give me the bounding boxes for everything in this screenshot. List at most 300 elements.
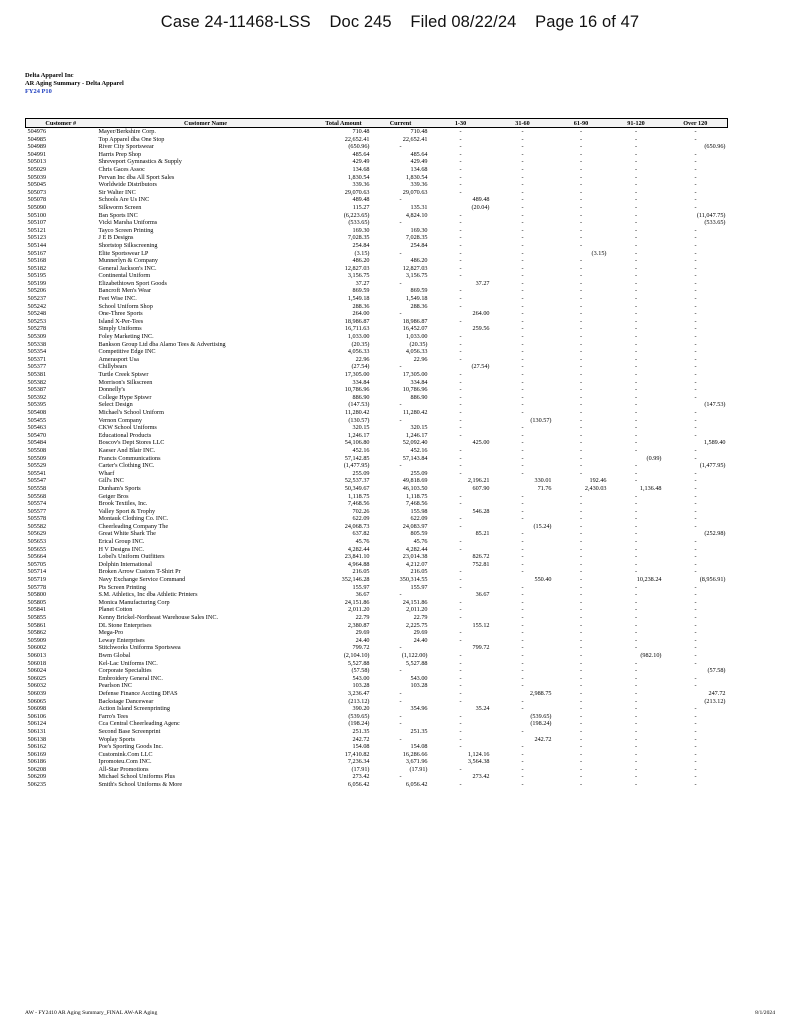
cell-aging-91-120: - <box>634 165 638 173</box>
cell-current: 4,282.44 <box>405 545 428 553</box>
cell-aging-91-120: - <box>634 173 638 181</box>
cell-aging-91-120: - <box>634 408 638 416</box>
table-row <box>26 576 728 584</box>
cell-aging-91-120: - <box>634 545 638 553</box>
table-row <box>26 599 728 607</box>
cell-aging-91-120: - <box>634 340 638 348</box>
cell-aging-31-60: - <box>521 143 524 151</box>
cell-aging-over-120: - <box>694 568 697 576</box>
cell-aging-91-120: - <box>634 515 638 523</box>
cell-aging-61-90: - <box>579 621 583 629</box>
cell-customer-number: 505841 <box>27 606 47 614</box>
cell-aging-61-90: - <box>579 469 583 477</box>
cell-customer-name: General Jackson's INC. <box>98 264 157 272</box>
cell-customer-number: 505199 <box>27 279 47 287</box>
cell-current: 3,156.75 <box>405 272 428 280</box>
cell-aging-1-30: - <box>459 234 462 242</box>
col-header-over-120: Over 120 <box>664 119 728 128</box>
cell-aging-31-60: - <box>521 545 524 553</box>
cell-aging-over-120: - <box>694 355 697 363</box>
cell-total-amount: 264.00 <box>352 310 370 318</box>
cell-total-amount: 489.48 <box>352 196 370 204</box>
cell-aging-1-30: 1,124.16 <box>467 750 490 758</box>
cell-aging-61-90: - <box>579 393 583 401</box>
table-row <box>26 439 728 447</box>
cell-current: 1,549.18 <box>405 295 428 303</box>
cell-aging-91-120: - <box>634 553 638 561</box>
cell-aging-31-60: - <box>521 659 524 667</box>
table-row <box>26 622 728 630</box>
cell-customer-name: Dolphin International <box>98 560 152 568</box>
cell-current: 103.28 <box>410 682 428 690</box>
cell-total-amount: 2,011.20 <box>348 606 370 614</box>
cell-customer-number: 505206 <box>27 287 47 295</box>
cell-aging-61-90: - <box>579 333 583 341</box>
cell-current: 334.84 <box>410 378 428 386</box>
cell-aging-over-120: (11,047.75) <box>696 211 726 219</box>
table-row <box>26 652 728 660</box>
table-row <box>26 196 728 204</box>
cell-aging-1-30: 35.24 <box>475 705 490 713</box>
cell-customer-name: Smith's School Uniforms & More <box>98 781 183 789</box>
table-row <box>26 325 728 333</box>
cell-aging-91-120: - <box>634 507 638 515</box>
cell-aging-91-120: - <box>634 371 638 378</box>
cell-aging-over-120: - <box>694 477 697 485</box>
cell-current: 23,014.38 <box>402 553 428 561</box>
cell-current: - <box>399 279 402 287</box>
cell-aging-1-30: 85.21 <box>475 530 490 538</box>
cell-aging-91-120: - <box>634 310 638 318</box>
cell-aging-61-90: - <box>579 128 583 135</box>
cell-aging-61-90: - <box>579 667 583 675</box>
cell-aging-61-90: - <box>579 712 583 720</box>
cell-customer-number: 505242 <box>27 302 47 310</box>
cell-customer-number: 506124 <box>27 720 47 728</box>
cell-current: 7,468.56 <box>405 500 428 508</box>
cell-aging-91-120: - <box>634 530 638 538</box>
cell-aging-over-120: - <box>694 363 697 371</box>
cell-customer-number: 504989 <box>27 143 47 151</box>
cell-current: 869.59 <box>410 287 428 295</box>
cell-total-amount: 22,652.41 <box>344 135 370 143</box>
cell-customer-name: Pervan Inc dba All Sport Sales <box>98 173 175 181</box>
cell-aging-over-120: - <box>694 484 697 492</box>
cell-current: 216.05 <box>410 568 428 576</box>
table-row <box>26 553 728 561</box>
cell-aging-31-60: - <box>521 636 524 644</box>
cell-aging-1-30: 546.28 <box>472 507 490 515</box>
cell-customer-number: 505167 <box>27 249 47 257</box>
table-row <box>26 401 728 409</box>
cell-current: 4,212.07 <box>405 560 428 568</box>
cell-customer-name: Backstage Dancewear <box>98 697 154 705</box>
cell-aging-over-120: - <box>694 196 697 204</box>
cell-current: 24,151.86 <box>402 598 428 606</box>
cell-aging-91-120: - <box>634 629 638 637</box>
table-row <box>26 417 728 425</box>
cell-current: 29,070.63 <box>402 188 428 196</box>
cell-aging-61-90: - <box>579 705 583 713</box>
cell-aging-over-120: - <box>694 750 697 758</box>
cell-aging-91-120: - <box>634 264 638 272</box>
cell-aging-61-90: - <box>579 439 583 447</box>
cell-total-amount: 29.69 <box>355 629 370 637</box>
cell-customer-name: Cheerleading Company The <box>98 522 169 530</box>
cell-aging-61-90: - <box>579 614 583 621</box>
cell-aging-31-60: - <box>521 568 524 576</box>
cell-customer-number: 505013 <box>27 158 47 166</box>
table-row <box>26 698 728 706</box>
cell-total-amount: 216.05 <box>352 568 370 576</box>
table-row <box>26 174 728 182</box>
cell-aging-1-30: 259.56 <box>472 325 490 333</box>
cell-current: (20.35) <box>409 340 428 348</box>
cell-customer-name: Mega-Pro <box>98 629 124 637</box>
cell-customer-name: Pearlson INC <box>98 682 133 690</box>
cell-aging-61-90: - <box>579 765 583 773</box>
cell-current: - <box>399 249 402 257</box>
cell-current: 1,246.17 <box>405 431 428 439</box>
cell-aging-over-120: - <box>694 659 697 667</box>
cell-aging-91-120: - <box>634 219 638 227</box>
cell-total-amount: (20.35) <box>351 340 370 348</box>
cell-aging-61-90: - <box>579 257 583 265</box>
cell-customer-number: 505078 <box>27 196 47 204</box>
cell-aging-31-60: - <box>521 507 524 515</box>
cell-aging-91-120: - <box>634 401 638 409</box>
cell-aging-1-30: - <box>459 446 462 454</box>
cell-current: 45.76 <box>413 538 428 546</box>
cell-aging-over-120: - <box>694 295 697 303</box>
table-row <box>26 287 728 295</box>
cell-aging-over-120: - <box>694 158 697 166</box>
cell-aging-61-90: - <box>579 583 583 591</box>
cell-aging-over-120: - <box>694 234 697 242</box>
cell-aging-31-60: - <box>521 439 524 447</box>
cell-customer-number: 506098 <box>27 705 47 713</box>
cell-aging-91-120: - <box>634 386 638 394</box>
cell-aging-61-90: - <box>579 773 583 781</box>
cell-customer-number: 506138 <box>27 735 47 743</box>
cell-aging-61-90: - <box>579 682 583 690</box>
cell-aging-over-120: - <box>694 606 697 614</box>
cell-customer-number: 505547 <box>27 477 47 485</box>
cell-aging-31-60: - <box>521 203 524 211</box>
cell-aging-over-120: - <box>694 279 697 287</box>
cell-customer-name: Educational Products <box>98 431 152 439</box>
cell-total-amount: 169.30 <box>352 226 370 234</box>
cell-aging-over-120: - <box>694 621 697 629</box>
cell-aging-91-120: - <box>634 773 638 781</box>
cell-current: 288.36 <box>410 302 428 310</box>
cell-aging-1-30: - <box>459 598 462 606</box>
cell-customer-name: Foley Marketing INC. <box>98 333 154 341</box>
cell-aging-over-120: - <box>694 386 697 394</box>
cell-aging-31-60: - <box>521 781 524 789</box>
cell-aging-91-120: - <box>634 591 638 599</box>
cell-customer-name: Silkworm Screen <box>98 203 142 211</box>
table-row <box>26 143 728 151</box>
cell-current: 452.16 <box>410 446 428 454</box>
table-header-row <box>26 119 728 128</box>
table-row <box>26 265 728 273</box>
cell-current: - <box>399 219 402 227</box>
cell-customer-name: Michael School Uniforms Plus <box>98 773 175 781</box>
cell-current: 49,818.69 <box>402 477 428 485</box>
cell-total-amount: 17,305.00 <box>344 371 370 378</box>
cell-customer-name: River City Sportswear <box>98 143 154 151</box>
cell-aging-1-30: - <box>459 674 462 682</box>
table-row <box>26 637 728 645</box>
table-row <box>26 500 728 508</box>
table-row <box>26 257 728 265</box>
table-row <box>26 462 728 470</box>
table-row <box>26 371 728 379</box>
cell-aging-61-90: - <box>579 507 583 515</box>
cell-aging-1-30: - <box>459 219 462 227</box>
cell-customer-number: 505578 <box>27 515 47 523</box>
cell-aging-61-90: - <box>579 211 583 219</box>
cell-aging-1-30: - <box>459 727 462 735</box>
cell-aging-1-30: 36.67 <box>475 591 490 599</box>
cell-current: 24.40 <box>413 636 428 644</box>
cell-aging-1-30: - <box>459 257 462 265</box>
cell-current: 46,103.50 <box>402 484 428 492</box>
cell-customer-number: 505354 <box>27 348 47 356</box>
cell-aging-91-120: - <box>634 424 638 432</box>
cell-customer-name: Munnerlyn & Company <box>98 257 158 265</box>
cell-aging-61-90: - <box>579 743 583 751</box>
table-row <box>26 310 728 318</box>
cell-aging-61-90: - <box>579 408 583 416</box>
cell-customer-number: 505144 <box>27 241 47 249</box>
cell-total-amount: 22.79 <box>355 614 370 621</box>
cell-aging-1-30: - <box>459 158 462 166</box>
cell-aging-31-60: - <box>521 393 524 401</box>
cell-aging-91-120: - <box>634 522 638 530</box>
cell-aging-31-60: - <box>521 644 524 652</box>
cell-customer-name: Navy Exchange Service Command <box>98 576 186 584</box>
cell-aging-1-30: - <box>459 378 462 386</box>
cell-aging-over-120: - <box>694 636 697 644</box>
cell-aging-over-120: - <box>694 454 697 462</box>
table-row <box>26 743 728 751</box>
cell-current: 1,118.75 <box>406 492 428 500</box>
cell-total-amount: 429.49 <box>352 158 370 166</box>
cell-customer-name: Mayer/Berkshire Corp. <box>98 128 156 135</box>
cell-aging-1-30: - <box>459 295 462 303</box>
table-row <box>26 219 728 227</box>
cell-current: 29.69 <box>413 629 428 637</box>
cell-aging-over-120: 1,589.40 <box>703 439 726 447</box>
cell-aging-91-120: - <box>634 758 638 766</box>
cell-customer-number: 505278 <box>27 325 47 333</box>
cell-total-amount: 4,056.33 <box>347 348 370 356</box>
cell-customer-name: Cca Central Cheerleading Agenc <box>98 720 180 728</box>
cell-aging-over-120: - <box>694 150 697 158</box>
table-row <box>26 424 728 432</box>
cell-aging-61-90: - <box>579 727 583 735</box>
cell-current: 16,452.07 <box>402 325 428 333</box>
cell-aging-1-30: 264.00 <box>472 310 490 318</box>
cell-customer-name: Schools Are Us INC <box>98 196 150 204</box>
cell-aging-91-120: - <box>634 500 638 508</box>
cell-aging-61-90: - <box>579 287 583 295</box>
cell-current: 17,305.00 <box>402 371 428 378</box>
cell-aging-91-120: - <box>634 226 638 234</box>
cell-aging-over-120: - <box>694 674 697 682</box>
cell-aging-over-120: - <box>694 173 697 181</box>
cell-aging-31-60: (15.24) <box>533 522 552 530</box>
cell-aging-61-90: - <box>579 644 583 652</box>
cell-aging-31-60: - <box>521 401 524 409</box>
cell-aging-over-120: - <box>694 272 697 280</box>
cell-total-amount: (213.12) <box>348 697 370 705</box>
cell-current: 251.35 <box>410 727 428 735</box>
cell-aging-31-60: - <box>521 773 524 781</box>
cell-customer-name: Shortstop Silkscreening <box>98 241 158 249</box>
col-header-61-90: 61-90 <box>554 119 609 128</box>
cell-current: 134.68 <box>410 165 428 173</box>
cell-total-amount: 352,146.28 <box>341 576 370 584</box>
table-row <box>26 561 728 569</box>
cell-aging-over-120: (213.12) <box>704 697 726 705</box>
cell-aging-91-120: - <box>634 431 638 439</box>
table-row <box>26 781 728 789</box>
cell-total-amount: (198.24) <box>348 720 370 728</box>
cell-aging-1-30: - <box>459 500 462 508</box>
cell-customer-name: Farro's Tees <box>98 712 129 720</box>
cell-current: 2,225.75 <box>405 621 428 629</box>
cell-aging-1-30: 489.48 <box>472 196 490 204</box>
cell-aging-31-60: - <box>521 560 524 568</box>
cell-current: 12,827.03 <box>402 264 428 272</box>
cell-current: - <box>399 720 402 728</box>
cell-aging-61-90: - <box>579 234 583 242</box>
cell-total-amount: 154.08 <box>352 743 370 751</box>
cell-aging-91-120: - <box>634 272 638 280</box>
cell-customer-number: 505195 <box>27 272 47 280</box>
cell-customer-name: Elite Sportswear LP <box>98 249 149 257</box>
cell-aging-31-60: - <box>521 219 524 227</box>
cell-current: 154.08 <box>410 743 428 751</box>
cell-aging-31-60: - <box>521 469 524 477</box>
cell-aging-1-30: 425.00 <box>472 439 490 447</box>
cell-aging-31-60: - <box>521 598 524 606</box>
cell-aging-31-60: (539.65) <box>530 712 552 720</box>
cell-aging-91-120: - <box>634 705 638 713</box>
cell-customer-name: Bsn Sports INC <box>98 211 138 219</box>
cell-current: 6,056.42 <box>405 781 428 789</box>
cell-customer-name: College Hype Sptswr <box>98 393 152 401</box>
ar-aging-table <box>25 118 728 789</box>
cell-customer-name: Sir Walter INC <box>98 188 136 196</box>
cell-current: 155.97 <box>410 583 428 591</box>
cell-aging-91-120: - <box>634 568 638 576</box>
cell-customer-name: Planet Cotton <box>98 606 133 614</box>
cell-customer-number: 504985 <box>27 135 47 143</box>
cell-aging-61-90: - <box>579 295 583 303</box>
cell-customer-number: 505237 <box>27 295 47 303</box>
cell-total-amount: 155.97 <box>352 583 370 591</box>
cell-aging-91-120: 10,238.24 <box>636 576 662 584</box>
cell-aging-1-30: - <box>459 135 462 143</box>
cell-customer-number: 505909 <box>27 636 47 644</box>
cell-customer-name: DL Stone Enterprises <box>98 621 152 629</box>
cell-customer-name: Stitchworks Uniforms Sportswea <box>98 644 181 652</box>
cell-customer-number: 505182 <box>27 264 47 272</box>
cell-aging-91-120: - <box>634 781 638 789</box>
cell-total-amount: 4,964.88 <box>347 560 370 568</box>
cell-aging-31-60: - <box>521 181 524 189</box>
cell-aging-91-120: - <box>634 378 638 386</box>
cell-total-amount: 1,118.75 <box>348 492 370 500</box>
cell-total-amount: (533.65) <box>348 219 370 227</box>
cell-aging-31-60: - <box>521 424 524 432</box>
cell-aging-31-60: - <box>521 408 524 416</box>
table-row <box>26 189 728 197</box>
cell-aging-1-30: - <box>459 462 462 470</box>
cell-customer-name: Poe's Sporting Goods Inc. <box>98 743 163 751</box>
table-row <box>26 470 728 478</box>
cell-aging-1-30: - <box>459 492 462 500</box>
cell-customer-name: Leway Enterprises <box>98 636 145 644</box>
cell-aging-over-120: (8,956.91) <box>699 576 726 584</box>
cell-aging-1-30: - <box>459 371 462 378</box>
table-row <box>26 379 728 387</box>
cell-aging-over-120: - <box>694 560 697 568</box>
table-body <box>26 128 728 789</box>
cell-current: 135.31 <box>410 203 428 211</box>
cell-total-amount: 320.15 <box>352 424 370 432</box>
cell-customer-name: Turtle Creek Sptswr <box>98 371 149 378</box>
cell-customer-number: 505045 <box>27 181 47 189</box>
table-row <box>26 690 728 698</box>
cell-aging-91-120: (0.99) <box>646 454 662 462</box>
cell-aging-91-120: - <box>634 614 638 621</box>
cell-customer-name: Island X-Per-Tees <box>98 317 144 325</box>
cell-aging-31-60: 550.40 <box>534 576 552 584</box>
col-header-total-amount: Total Amount <box>316 119 372 128</box>
cell-aging-31-60: - <box>521 310 524 318</box>
cell-aging-31-60: - <box>521 553 524 561</box>
cell-aging-61-90: - <box>579 446 583 454</box>
cell-aging-1-30: - <box>459 720 462 728</box>
cell-customer-name: Dunham's Sports <box>98 484 141 492</box>
table-row <box>26 515 728 523</box>
table-row <box>26 363 728 371</box>
cell-aging-61-90: - <box>579 576 583 584</box>
cell-customer-name: Bancroft Men's Wear <box>98 287 151 295</box>
cell-aging-91-120: - <box>634 492 638 500</box>
cell-aging-31-60: - <box>521 363 524 371</box>
cell-aging-over-120: - <box>694 591 697 599</box>
cell-aging-61-90: - <box>579 431 583 439</box>
cell-aging-61-90: - <box>579 371 583 378</box>
cell-customer-number: 506169 <box>27 750 47 758</box>
cell-aging-91-120: - <box>634 150 638 158</box>
cell-aging-31-60: - <box>521 165 524 173</box>
cell-aging-31-60: - <box>521 629 524 637</box>
cell-aging-1-30: - <box>459 606 462 614</box>
cell-aging-31-60: - <box>521 667 524 675</box>
cell-aging-1-30: 3,564.38 <box>467 758 490 766</box>
table-row <box>26 181 728 189</box>
cell-customer-number: 505100 <box>27 211 47 219</box>
cell-total-amount: 50,349.67 <box>344 484 370 492</box>
cell-aging-61-90: - <box>579 302 583 310</box>
